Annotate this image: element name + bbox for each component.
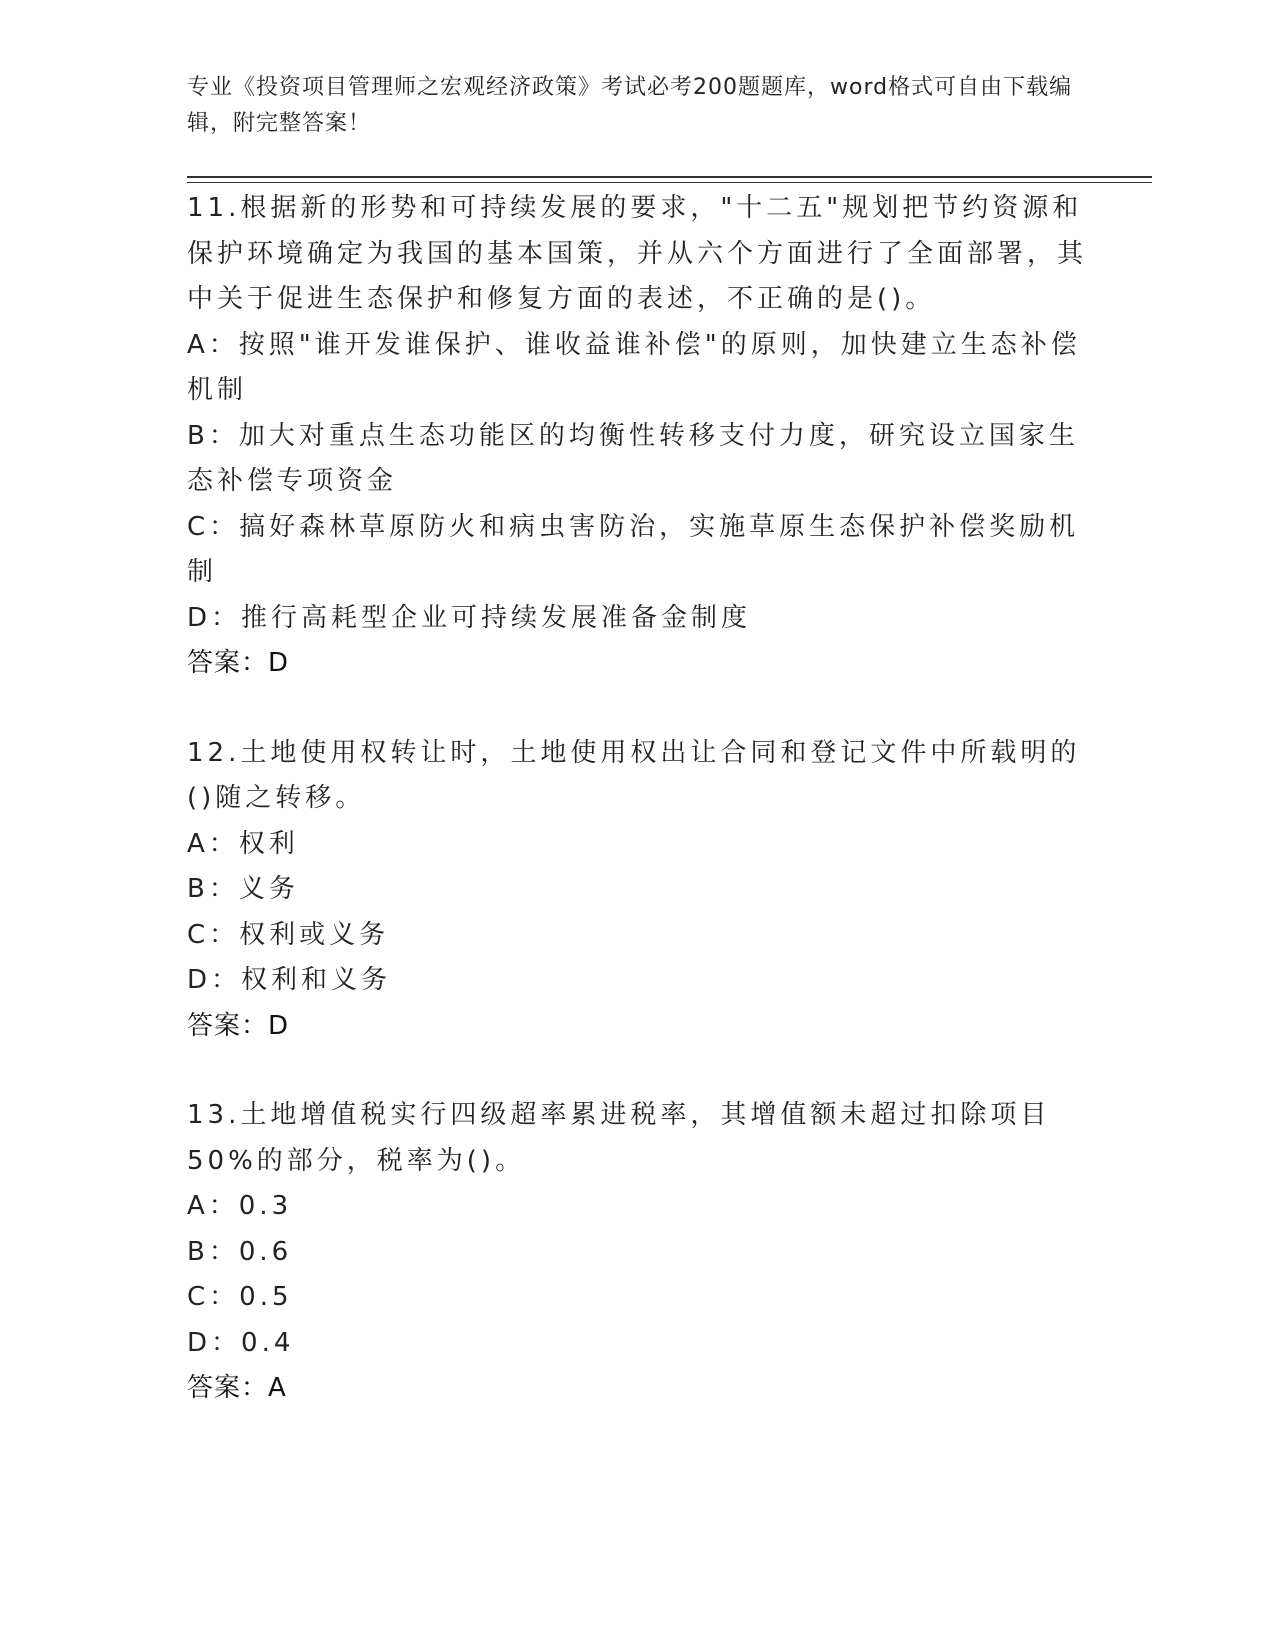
option-d: D：0.4 [187, 1327, 295, 1358]
option-b: B：加大对重点生态功能区的均衡性转移支付力度，研究设立国家生态补偿专项资金 [187, 420, 1079, 496]
option-d: D：推行高耗型企业可持续发展准备金制度 [187, 602, 752, 633]
question-list [187, 186, 1087, 1456]
question-11 [187, 186, 1087, 687]
option-c: C：0.5 [187, 1282, 293, 1312]
option-a: A：权利 [187, 828, 299, 859]
option-d: D：权利和义务 [187, 965, 392, 995]
option-a: A：0.3 [187, 1191, 293, 1221]
question-stem: 11.根据新的形势和可持续发展的要求，"十二五"规划把节约资源和保护环境确定为我国的基本国策，并从六个方面进行了全面部署，其中关于促进生态保护和修复方面的表述，不正确的是()。 [187, 193, 1088, 314]
answer-label: 答案：D [187, 1010, 290, 1041]
answer-label: 答案：A [187, 1373, 287, 1403]
question-stem: 13.土地增值税实行四级超率累进税率，其增值额未超过扣除项目50%的部分，税率为()。 [187, 1100, 1051, 1176]
header-divider-thin [187, 182, 1152, 183]
question-13 [187, 1093, 1087, 1412]
question-stem: 12.土地使用权转让时，土地使用权出让合同和登记文件中所载明的()随之转移。 [187, 737, 1081, 813]
option-c: C：搞好森林草原防火和病虫害防治，实施草原生态保护补偿奖励机制 [187, 511, 1080, 587]
answer-label: 答案：D [187, 648, 290, 678]
option-b: B：0.6 [187, 1236, 293, 1267]
header-divider-thick [187, 176, 1152, 178]
option-c: C：权利或义务 [187, 919, 390, 950]
option-a: A：按照"谁开发谁保护、谁收益谁补偿"的原则，加快建立生态补偿机制 [187, 329, 1081, 405]
document-header: 专业《投资项目管理师之宏观经济政策》考试必考200题题库，word格式可自由下载编辑，附完整答案！ [187, 75, 1073, 136]
option-b: B：义务 [187, 874, 299, 904]
question-12 [187, 731, 1087, 1050]
